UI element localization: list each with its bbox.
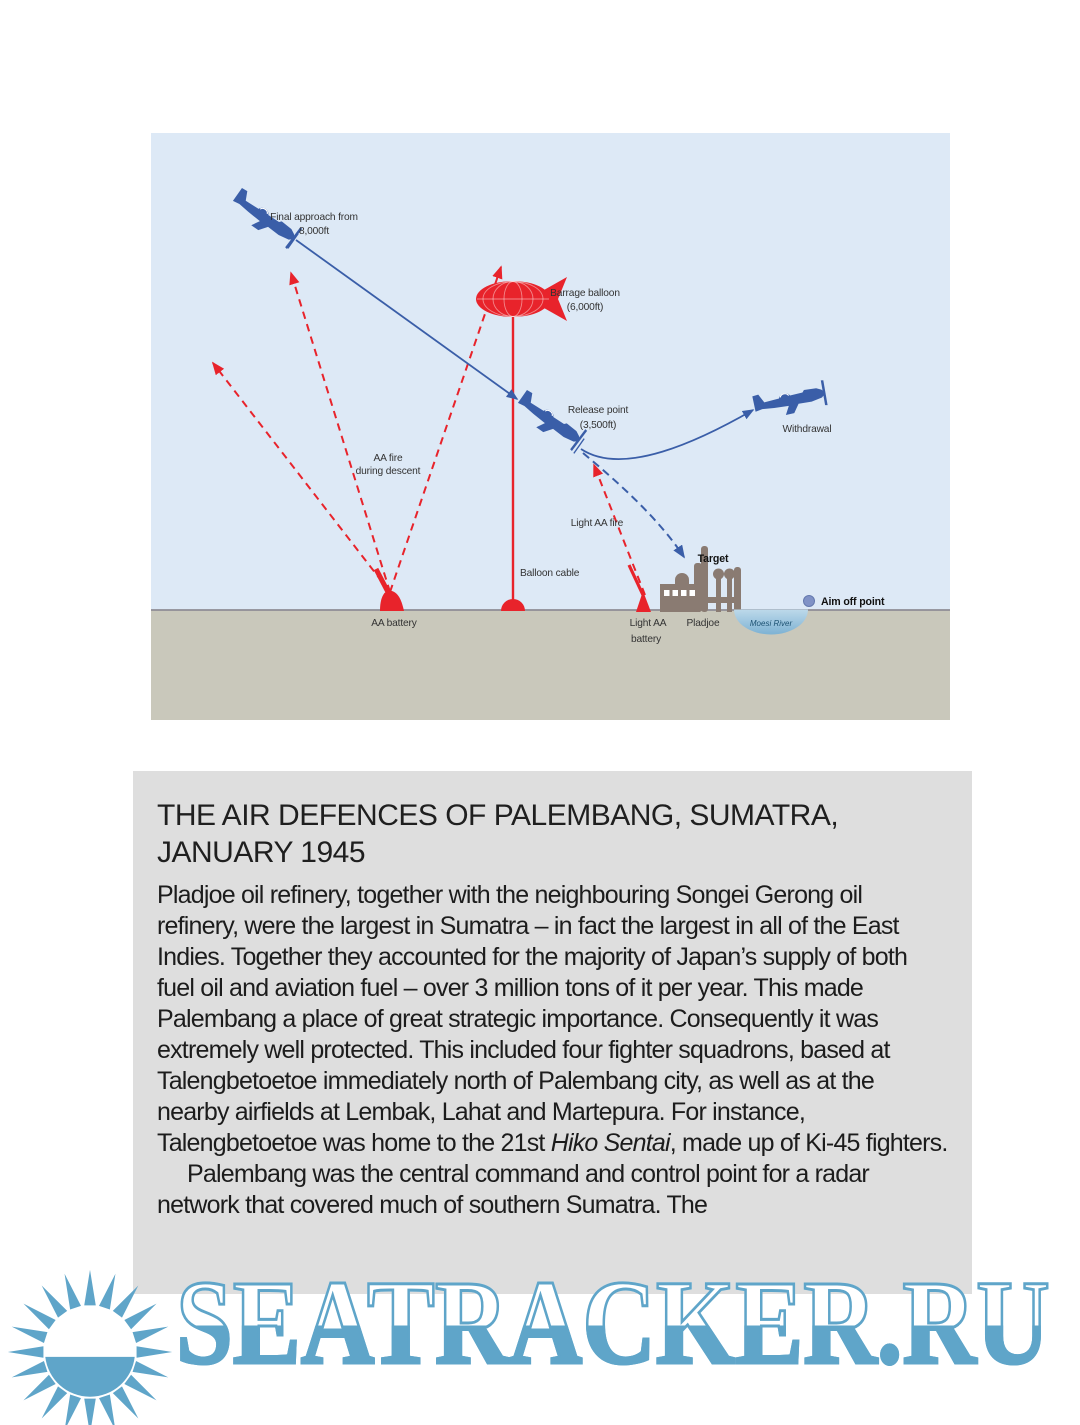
label-release-point-line2: (3,500ft) <box>579 420 617 431</box>
caption-p1-italic: Hiko Sentai <box>550 1129 670 1157</box>
caption-title: THE AIR DEFENCES OF PALEMBANG, SUMATRA, JANUARY 1945 <box>157 799 839 869</box>
label-release-point-line1: Release point <box>567 405 629 416</box>
label-final-approach-line1: Final approach from <box>270 212 358 223</box>
caption-paragraph-2: Palembang was the central command and control point for a radar network that covered much of southern Sumatra. The <box>157 1160 869 1219</box>
seatracker-watermark <box>0 1256 1080 1425</box>
label-aa-fire-line2: during descent <box>355 466 421 477</box>
label-light-aa-battery-line2: battery <box>630 634 662 645</box>
diagram-canvas <box>151 133 950 720</box>
caption-p1-tail: , made up of Ki-45 fighters. <box>669 1129 948 1157</box>
label-light-aa-battery-line1: Light AA <box>629 618 667 629</box>
label-final-approach-line2: 8,000ft <box>298 226 330 237</box>
ground <box>151 610 950 720</box>
air-defences-diagram <box>151 133 950 720</box>
label-barrage-balloon-line2: (6,000ft) <box>566 302 604 313</box>
label-balloon-cable: Balloon cable <box>520 568 580 579</box>
label-light-aa-fire: Light AA fire <box>570 518 624 529</box>
label-aim-off-point: Aim off point <box>821 596 885 608</box>
label-pladjoe: Pladjoe <box>686 618 720 629</box>
label-moesi-river: Moesi River <box>749 619 793 628</box>
label-aa-fire-line1: AA fire <box>373 453 403 464</box>
caption-p1-text: Pladjoe oil refinery, together with the neighbouring Songei Gerong oil refinery, were the largest in Sumatra – in fact the largest in all of the East Indies. Together they accounted for the majority of Japan’s supply of both fuel oil and aviation fuel – over 3 million tons of it per year. This made Palembang a place of great strategic importance. Consequently it was extremely well protected. This included four fighter squadrons, based at Talengbetoetoe immediately north of Palembang city, as well as at the nearby airfields at Lembak, Lahat and Martepura. For instance, Talengbetoetoe was home to the 21st <box>157 881 908 1157</box>
sun-logo-icon <box>0 1262 180 1425</box>
label-target: Target <box>697 553 729 565</box>
watermark-text: SEATRACKER.RU <box>176 1256 1050 1391</box>
label-barrage-balloon-line1: Barrage balloon <box>550 288 620 299</box>
aim-off-point-dot <box>804 596 815 607</box>
label-aa-battery: AA battery <box>371 618 417 629</box>
label-withdrawal: Withdrawal <box>782 424 832 435</box>
caption-panel <box>133 771 972 1294</box>
caption-paragraph-1 <box>157 880 948 1159</box>
